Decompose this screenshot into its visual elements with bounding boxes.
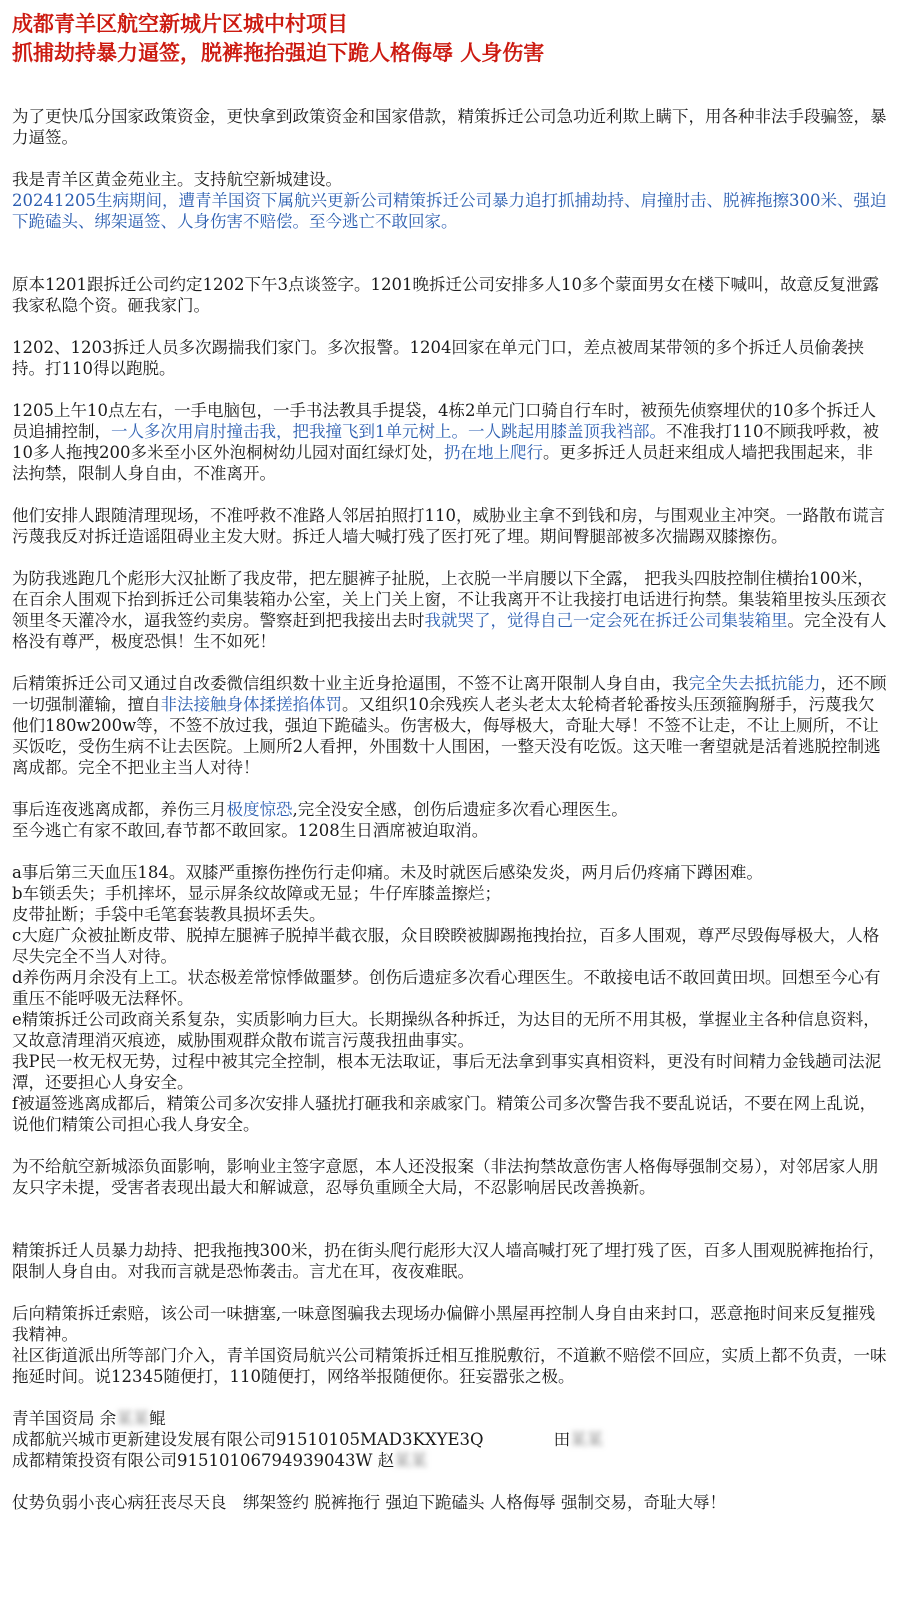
text-span: 不准我打110不顾我呼救，被10多人拖拽200多米至小区外泡桐树幼儿园对面红绿灯处， [12,422,879,462]
org-name: 成都精策投资有限公司91510106794939043W [12,1451,373,1470]
highlight-span: 一人多次用肩肘撞击我，把我撞飞到1单元树上。一人跳起用膝盖顶我裆部。 [111,422,666,441]
name-text: 田 [553,1430,571,1449]
highlight-span: 极度惊恐 [226,800,293,819]
paragraph-scene-cleanup: 他们安排人跟随清理现场，不准呼救不准路人邻居拍照打110，威胁业主拿不到钱和房，与围观业主冲突。一路散布谎言污蔑我反对拆迁造谣阻碍业主发大财。拆迁人墙大喊打残了医打死了埋。期间臀腿部被多次揣踢双膝擦伤。 [12,506,885,546]
paragraph-compensation: 后向精策拆迁索赔，该公司一味搪塞,一味意图骗我去现场办偏僻小黑屋再控制人身自由来封口，恶意拖时间来反复摧残我精神。 [12,1304,876,1344]
text-span: 后精策拆迁公司又通过自改委微信组织数十业主近身抢逼围，不签不让离开限制人身自由，我 [12,674,689,693]
highlight-span: 扔在地上爬行 [444,443,543,462]
owner-statement: 我是青羊区黄金苑业主。支持航空新城建设。 [12,170,342,189]
headline [12,10,888,68]
signature-block [12,1408,888,1471]
paragraph-aftermath [12,799,888,820]
headline-line-1: 成都青羊区航空新城片区城中村项目 [12,12,348,36]
list-item: d养伤两月余没有上工。状态极差常惊悸做噩梦。创伤后遗症多次看心理医生。不敢接电话不敢回黄田坝。回想至今心有重压不能呼吸无法释怀。 [12,968,881,1008]
org-name: 青羊国资局 [12,1409,95,1428]
text-span: ，还不顾一切强制灌输，擅自 [12,674,887,714]
list-item: e精策拆迁公司政商关系复杂，实质影响力巨大。长期操纵各种拆迁，为达目的无所不用其极，掌握业主各种信息资料，又故意清理消灭痕迹，威胁围观群众散布谎言污蔑我扭曲事实。 [12,1010,880,1050]
headline-line-2: 抓捕劫持暴力逼签，脱裤拖抬强迫下跪人格侮辱 人身伤害 [12,41,545,65]
paragraph-authorities: 社区街道派出所等部门介入，青羊国资局航兴公司精策拆迁相互推脱敷衍，不道歉不赔偿不回应，实质上都不负责，一味拖延时间。说12345随便打，110随便打，网络举报随便你。狂妄嚣张之极。 [12,1346,887,1386]
paragraph-1205 [12,400,888,484]
list-item: f被逼签逃离成都后，精策公司多次安排人骚扰打砸我和亲戚家门。精策公司多次警告我不要乱说话，不要在网上乱说，说他们精策公司担心我人身安全。 [12,1094,877,1134]
text-span: ,完全没安全感，创伤后遗症多次看心理医生。 [292,800,628,819]
redaction-blur: 某某 [394,1451,428,1470]
redaction-blur: 某某 [116,1409,150,1428]
highlight-span: 我就哭了，觉得自己一定会死在拆迁公司集装箱里 [424,611,788,630]
name-text: 鲲 [149,1409,166,1428]
paragraph-1202: 1202、1203拆迁人员多次踢揣我们家门。多次报警。1204回家在单元门口，差点被周某带领的多个拆迁人员偷袭挟持。打110得以跑脱。 [12,338,864,378]
person-name [554,1429,604,1450]
text-span: 为防我逃跑几个彪形大汉扯断了我皮带，把左腿裤子扯脱，上衣脱一半肩腰以下全露， 把我头四肢控制住横抬100米，在百余人围观下抬到拆迁公司集装箱办公室，关上门关上窗，不让我离开不让我接打电话进行拘禁。集装箱里按头压颈衣领里冬天灌冷水，逼我签约卖房。警察赶到把我接出去时 [12,569,887,630]
text-span: 1205上午10点左右，一手电脑包，一手书法教具手提袋，4栋2单元门口骑自行车时，被预先侦察埋伏的10多个拆迁人员追捕控制， [12,401,876,441]
signature-line [12,1429,888,1450]
paragraph-1201: 原本1201跟拆迁公司约定1202下午3点谈签字。1201晚拆迁公司安排多人10多个蒙面男女在楼下喊叫，故意反复泄露我家私隐个资。砸我家门。 [12,275,879,315]
signature-line [12,1450,888,1471]
list-item: b车锁丢失；手机摔坏，显示屏条纹故障或无显；牛仔库膝盖擦烂； [12,884,502,903]
text-span: 。更多拆迁人员赶来组成人墙把我围起来，非法拘禁，限制人身自由，不准离开。 [12,443,873,483]
list-item: 我P民一枚无权无势，过程中被其完全控制，根本无法取证，事后无法拿到事实真相资料，更没有时间精力金钱趟司法泥潭，还要担心人身安全。 [12,1052,882,1092]
person-name [378,1451,428,1470]
redaction-blur: 某某 [570,1430,604,1449]
text-span: 事后连夜逃离成都，养伤三月 [12,800,227,819]
person-name [100,1409,166,1428]
incident-summary: 20241205生病期间，遭青羊国资下属航兴更新公司精策拆迁公司暴力追打抓捕劫持、肩撞肘击、脱裤拖擦300米、强迫下跪磕头、绑架逼签、人身伤害不赔偿。至今逃亡不敢回家。 [12,191,887,231]
signature-line [12,1408,888,1429]
list-item: 皮带扯断；手袋中毛笔套装教具损坏丢失。 [12,905,326,924]
highlight-span: 非法接触身体揉搓掐体罚 [160,695,342,714]
closing-line: 仗势负弱小丧心病狂丧尽天良 绑架签约 脱裤拖行 强迫下跪磕头 人格侮辱 强制交易，奇耻大辱！ [12,1493,726,1512]
text-span: 。又组织10余残疾人老头老太太轮椅者轮番按头压颈箍胸掰手，污蔑我欠他们180w200w等，不签不放过我，强迫下跪磕头。伤害极大，侮辱极大，奇耻大辱！不签不让走，不让上厕所，不让买饭吃，受伤生病不让去医院。上厕所2人看押，外围数十人围困，一整天没有吃饭。这天唯一奢望就是活着逃脱控制逃离成都。完全不把业主当人对待！ [12,695,881,777]
paragraph-exile: 至今逃亡有家不敢回,春节都不敢回家。1208生日酒席被迫取消。 [12,821,489,840]
paragraph-terror: 精策拆迁人员暴力劫持、把我拖拽300米，扔在街头爬行彪形大汉人墙高喊打死了埋打残了医，百多人围观脱裤拖抬行，限制人身自由。对我而言就是恐怖袭击。言尤在耳，夜夜难眠。 [12,1241,885,1281]
damages-list [12,862,888,1135]
intro-paragraph: 为了更快瓜分国家政策资金，更快拿到政策资金和国家借款，精策拆迁公司急功近利欺上瞒下，用各种非法手段骗签，暴力逼签。 [12,107,887,147]
org-name: 成都航兴城市更新建设发展有限公司91510105MAD3KXYE3Q [12,1430,484,1449]
list-item: c大庭广众被扯断皮带、脱掉左腿裤子脱掉半截衣服，众目睽睽被脚踢拖拽抬拉，百多人围观，尊严尽毁侮辱极大，人格尽失完全不当人对待。 [12,926,880,966]
name-text: 余 [99,1409,117,1428]
name-text: 赵 [377,1451,395,1470]
text-span: 。完全没有人格没有尊严，极度恐惧！生不如死！ [12,611,887,651]
paragraph-coercion [12,673,888,778]
highlight-span: 完全失去抵抗能力 [688,674,821,693]
paragraph-detention [12,568,888,652]
list-item: a事后第三天血压184。双膝严重擦伤挫伤行走仰痛。未及时就医后感染发炎，两月后仍疼痛下蹲困难。 [12,863,763,882]
paragraph-no-report: 为不给航空新城添负面影响，影响业主签字意愿，本人还没报案（非法拘禁故意伤害人格侮辱强制交易），对邻居家人朋友只字未提，受害者表现出最大和解诚意，忍辱负重顾全大局，不忍影响居民改善换新。 [12,1157,879,1197]
